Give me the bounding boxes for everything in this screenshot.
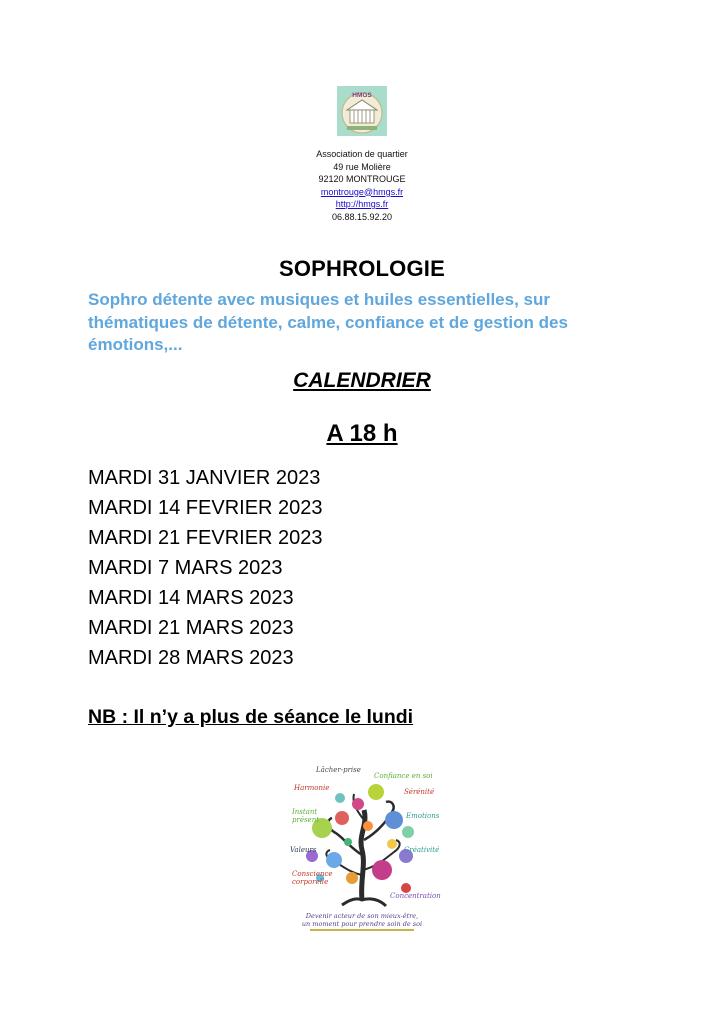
phone-number: 06.88.15.92.20 [331,211,393,222]
page-subtitle: Sophro détente avec musiques et huiles essentielles, sur thématiques de détente, calme, confiance et de gestion des émotions,... [88,290,568,354]
tree-word: Sérénité [404,788,435,796]
association-city: 92120 MONTROUGE [318,174,406,184]
calendar-heading: CALENDRIER [293,369,431,392]
tree-word: Instant [292,808,318,816]
tree-word: Lâcher-prise [316,766,361,774]
session-date: MARDI 21 FEVRIER 2023 [88,527,323,549]
tree-word: Conscience [292,870,333,878]
association-logo [337,86,387,136]
tree-word: Concentration [390,892,441,900]
page-title: SOPHROLOGIE [279,256,445,281]
tree-caption-line2: un moment pour prendre soin de soi [301,920,423,928]
email-link[interactable]: montrouge@hmgs.fr [320,186,404,197]
session-date: MARDI 21 MARS 2023 [88,617,294,639]
logo-text: HMGS [352,92,372,99]
tree-word: Confiance en soi [374,772,433,780]
tree-word: Emotions [406,812,440,820]
session-dates-list [88,463,323,673]
session-date: MARDI 7 MARS 2023 [88,557,283,579]
tree-caption-line1: Devenir acteur de son mieux-être, [305,912,419,920]
website-link[interactable]: http://hmgs.fr [335,199,389,209]
association-name: Association de quartier [316,149,408,159]
note-text: NB : Il n’y a plus de séance le lundi [88,706,414,728]
session-date: MARDI 28 MARS 2023 [88,647,294,669]
association-contact [262,148,462,223]
tree-word: présent [292,816,320,824]
session-date: MARDI 14 FEVRIER 2023 [88,497,323,519]
tree-word: Créativité [404,846,440,854]
session-date: MARDI 14 MARS 2023 [88,587,294,609]
tree-word: Harmonie [294,784,330,792]
sophrology-tree-illustration [282,760,442,932]
association-street: 49 rue Molière [333,161,391,172]
tree-word: Valeurs [290,846,317,854]
time-heading: A 18 h [326,420,398,447]
session-date: MARDI 31 JANVIER 2023 [88,467,321,489]
tree-word: corporelle [292,878,329,886]
